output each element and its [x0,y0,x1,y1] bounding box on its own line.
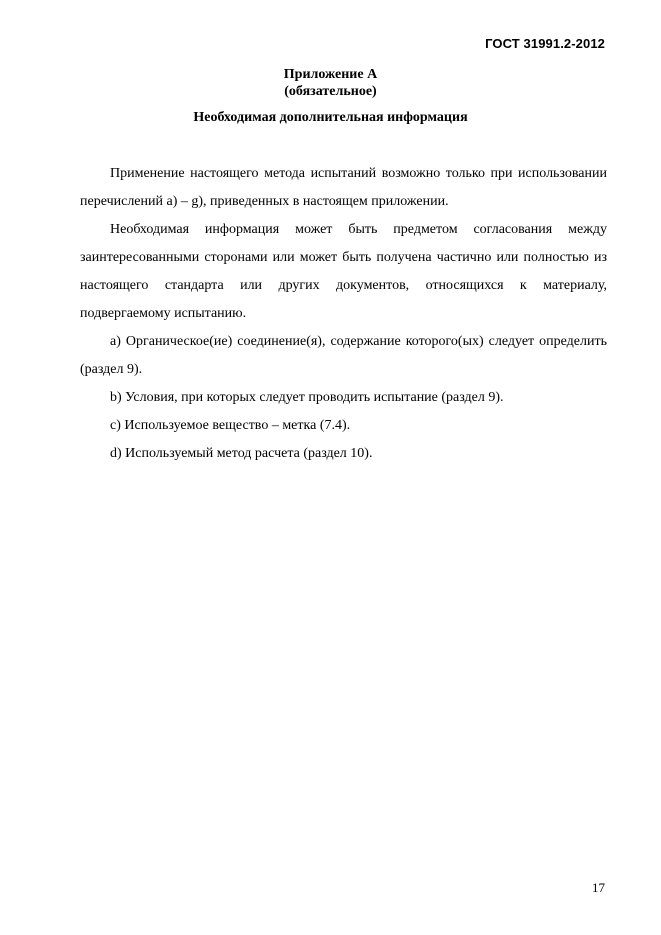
list-item-d: d) Используемый метод расчета (раздел 10). [110,446,373,461]
paragraph-application: Применение настоящего метода испытаний возможно только при использовании перечислений a) – g), приведенных в настоящем приложении. [80,166,607,209]
document-code: ГОСТ 31991.2-2012 [485,36,605,51]
appendix-heading [0,66,661,100]
list-item-b: b) Условия, при которых следует проводить испытание (раздел 9). [110,390,504,405]
paragraph-required-info: Необходимая информация может быть предметом согласования между заинтересованными сторонами или может быть получена частично или полностью из настоящего стандарта или других документов, относящихся к материалу, подвергаемому испытанию. [80,222,607,321]
appendix-title: Приложение А [283,67,378,82]
page-number: 17 [592,880,605,895]
list-item-c: c) Используемое вещество – метка (7.4). [110,418,351,433]
document-body [80,160,607,468]
section-title: Необходимая дополнительная информация [193,110,468,125]
appendix-status: (обязательное) [284,84,377,99]
list-item-a: a) Органическое(ие) соединение(я), содержание которого(ых) следует определить (раздел 9). [80,334,607,377]
